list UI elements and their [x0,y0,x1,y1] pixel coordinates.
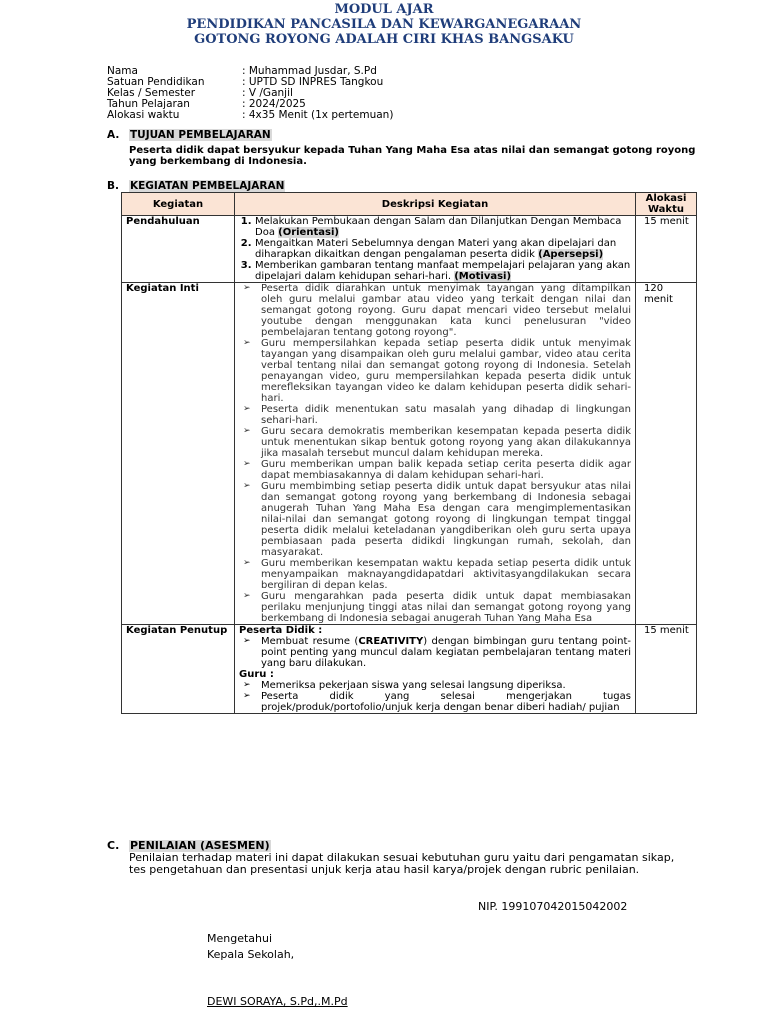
arrow-bullet-icon: ➢ [243,591,251,601]
arrow-bullet-icon: ➢ [243,558,251,568]
principal-name: DEWI SORAYA, S.Pd,.M.Pd [207,995,348,1008]
row-description [235,625,636,714]
peserta-label: Peserta Didik : [239,625,323,636]
identity-label: Satuan Pendidikan [107,76,205,88]
kepala-sekolah: Kepala Sekolah, [207,948,295,961]
doc-title: MODUL AJAR [334,2,434,17]
arrow-bullet-icon: ➢ [243,283,251,293]
arrow-bullet-icon: ➢ [243,459,251,469]
identity-value: : Muhammad Jusdar, S.Pd [242,65,377,77]
list-item: ➢ Guru mempersilahkan kepada setiap peserta didik untuk menyimak tayangan yang disampaikan oleh guru melalui gambar, video atau cerita verbal tentang nilai dan semangat gotong royong di Indonesia. Setelah penayangan video, guru mempersilahkan kepada peserta didik untuk merefleksikan tayangan video ke dalam kehidupan peserta didik sehari-hari. [243,338,631,404]
list-item: ➢ Guru memberikan umpan balik kepada setiap cerita peserta didik agar dapat membiasakannya di dalam kehidupan sehari-hari. [243,459,631,481]
phase-tag: (Apersepsi) [538,249,604,260]
list-item: ➢ Guru mengarahkan pada peserta didik untuk dapat membiasakan perilaku menjunjung tinggi atas nilai dan semangat gotong royong yang berkembang di Indonesia sebagai anugerah Tuhan Yang Maha Esa [243,591,631,624]
arrow-bullet-icon: ➢ [243,691,251,701]
list-item: ➢ Guru membimbing setiap peserta didik untuk dapat bersyukur atas nilai dan semangat gotong royong yang berkembang di Indonesia sebagai anugerah Tuhan Yang Maha Esa dengan cara mengimplementasikan nilai-nilai dan semangat gotong royong di lingkungan tempat tinggal peserta didik melalui keteladanan yangdiberikan oleh guru serta upaya pembiasaan pada peserta didikdi lingkungan rumah, sekolah, dan masyarakat. [243,481,631,558]
table-row-penutup [122,625,697,714]
phase-tag: (Motivasi) [454,271,512,282]
identity-value: : 2024/2025 [242,98,306,110]
doc-theme: GOTONG ROYONG ADALAH CIRI KHAS BANGSAKU [194,32,574,47]
table-header-row [122,193,697,216]
list-item: 2. Mengaitkan Materi Sebelumnya dengan Materi yang akan dipelajari dan diharapkan dikaitkan dengan pengalaman peserta didik (Apersepsi) [255,238,631,260]
table-row-inti [122,283,697,625]
nip: NIP. 19910704201504200​2 [478,900,628,913]
identity-value: : UPTD SD INPRES Tangkou [242,76,384,88]
guru-label: Guru : [239,669,274,680]
arrow-bullet-icon: ➢ [243,481,251,491]
list-item: 3. Memberikan gambaran tentang manfaat mempelajari pelajaran yang akan dipelajari dalam kehidupan sehari-hari. (Motivasi) [255,260,631,282]
phase-tag: (Orientasi) [278,227,339,238]
mengetahui: Mengetahui [207,932,273,945]
row-description [235,216,636,283]
list-item: ➢ Peserta didik menentukan satu masalah yang dihadap di lingkungan sehari-hari. [243,404,631,426]
list-item: ➢ Memeriksa pekerjaan siswa yang selesai langsung diperiksa. [243,680,566,691]
table-row-pendahuluan [122,216,697,283]
row-label: Kegiatan Penutup [122,625,235,714]
list-item: 1. Melakukan Pembukaan dengan Salam dan Dilanjutkan Dengan Membaca Doa (Orientasi) [255,216,631,238]
list-item: ➢ Membuat resume (CREATIVITY) dengan bimbingan guru tentang point- point penting yang muncul dalam kegiatan pembelajaran tentang materi yang baru dilakukan. [243,636,632,669]
list-item: ➢ Peserta didik yang selesai mengerjakan tugas projek/produk/portofolio/unjuk kerja dengan benar diberi hadiah/ pujian [243,691,631,713]
col-deskripsi-header: Deskripsi Kegiatan [235,193,636,216]
identity-label: Kelas / Semester [107,87,196,99]
arrow-bullet-icon: ➢ [243,404,251,414]
arrow-bullet-icon: ➢ [243,680,251,690]
row-time: 15 menit [636,625,697,714]
section-c-text: Penilaian terhadap materi ini dapat dilakukan sesuai kebutuhan guru yaitu dari pengamatan sikap, tes pengetahuan dan presentasi unjuk kerja atau hasil karya/projek dengan rubric penilaian. [129,851,675,876]
col-kegiatan-header: Kegiatan [122,193,235,216]
arrow-bullet-icon: ➢ [243,636,251,646]
row-label: Kegiatan Inti [122,283,235,625]
activity-table [121,192,697,714]
col-alokasi-header: Alokasi Waktu [636,193,697,216]
row-description [235,283,636,625]
identity-value: : 4x35 Menit (1x pertemuan) [242,109,394,121]
arrow-bullet-icon: ➢ [243,338,251,348]
row-time: 15 menit [636,216,697,283]
identity-value: : V /Ganjil [242,87,293,99]
identity-label: Nama [107,65,138,77]
arrow-bullet-icon: ➢ [243,426,251,436]
section-a-text: Peserta didik dapat bersyukur kepada Tuhan Yang Maha Esa atas nilai dan semangat gotong royong yang berkembang di Indonesia. [129,145,696,167]
list-item: ➢ Guru memberikan kesempatan waktu kepada setiap peserta didik untuk menyampaikan maknayangdidapatdari aktivitasyangdilakukan secara bergiliran di depan kelas. [243,558,631,591]
doc-subject: PENDIDIKAN PANCASILA DAN KEWARGANEGARAAN [186,17,582,32]
row-label: Pendahuluan [122,216,235,283]
identity-label: Alokasi waktu [107,109,180,121]
row-time: 120 menit [636,283,697,625]
list-item: ➢ Peserta didik diarahkan untuk menyimak tayangan yang ditampilkan oleh guru melalui gambar atau video yang terkait dengan nilai dan semangat gotong royong. Guru dapat mencari video tersebut melalui youtube dengan menggunakan kata kunci penelusuran "video pembelajaran tentang gotong royong". [243,283,631,338]
list-item: ➢ Guru secara demokratis memberikan kesempatan kepada peserta didik untuk menentukan sikap bentuk gotong royong yang akan dilakukannya jika masalah tersebut muncul dalam kehidupan mereka. [243,426,631,459]
identity-label: Tahun Pelajaran [107,98,190,110]
